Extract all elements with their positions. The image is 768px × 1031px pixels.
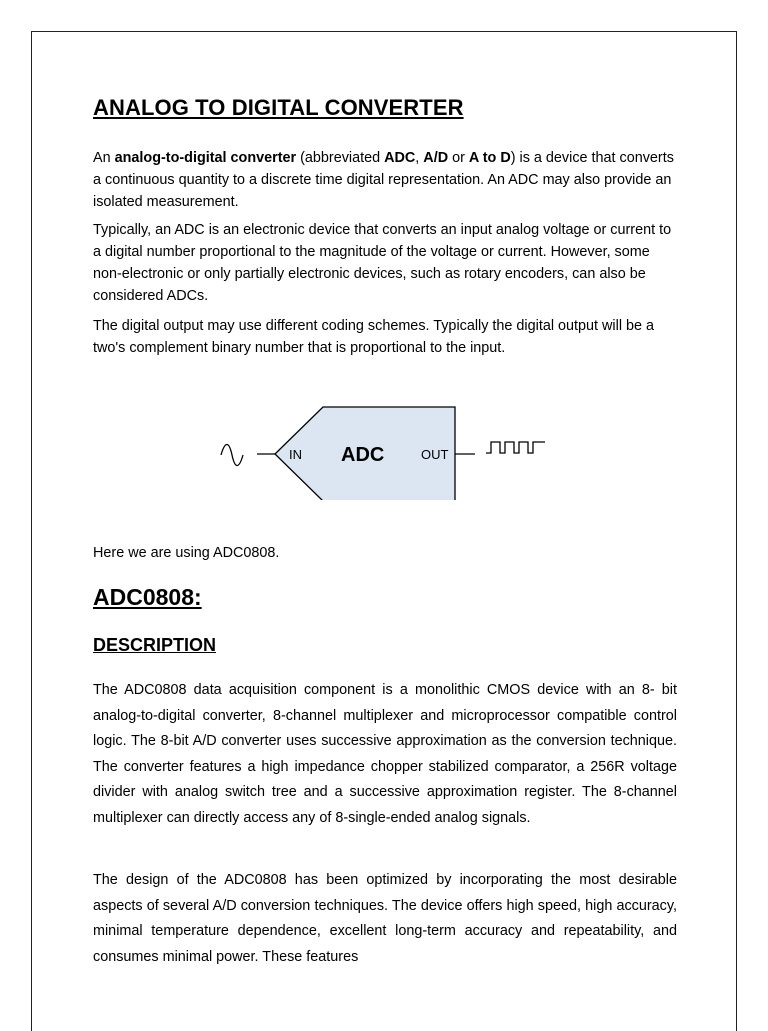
analog-sine-icon <box>221 445 243 466</box>
using-adc0808-line: Here we are using ADC0808. <box>93 545 280 561</box>
term-adc: ADC <box>384 150 416 166</box>
term-adc-full: analog-to-digital converter <box>114 150 297 166</box>
adc-label: ADC <box>341 444 385 466</box>
intro-paragraph: An analog-to-digital converter (abbreviated ADC, A/D or A to D) is a device that converts a continuous quantity to a discrete time digital representation. An ADC may also provide an isolated measurement. <box>93 150 674 210</box>
page-title: ANALOG TO DIGITAL CONVERTER <box>93 95 464 120</box>
adc-block-diagram <box>215 405 555 500</box>
description-heading: DESCRIPTION <box>93 635 217 655</box>
digital-output-paragraph: The digital output may use different coding schemes. Typically the digital output will be a two's complement binary number that is proportional to the input. <box>93 318 655 356</box>
adc0808-heading: ADC0808: <box>93 584 202 610</box>
out-label: OUT <box>421 447 449 462</box>
term-a-d: A/D <box>423 150 449 166</box>
digital-pulse-icon <box>486 442 545 453</box>
term-a-to-d: A to D <box>468 150 511 166</box>
description-paragraph-1: The ADC0808 data acquisition component is a monolithic CMOS device with an 8- bit analog-to-digital converter, 8-channel multiplexer and microprocessor compatible control logic. The 8-bit A/D converter uses successive approximation as the conversion technique. The converter features a high impedance chopper stabilized comparator, a 256R voltage divider with analog switch tree and a successive approximation register. The 8-channel multiplexer can directly access any of 8-single-ended analog signals. <box>93 682 677 826</box>
adc-typical-paragraph: Typically, an ADC is an electronic device that converts an input analog voltage or current to a digital number proportional to the magnitude of the voltage or current. However, some non-electronic or only partially electronic devices, such as rotary encoders, can also be considered ADCs. <box>93 222 672 304</box>
description-paragraph-2: The design of the ADC0808 has been optimized by incorporating the most desirable aspects of several A/D conversion techniques. The device offers high speed, high accuracy, minimal temperature dependence, excellent long-term accuracy and repeatability, and consumes minimal power. These features <box>93 872 677 965</box>
in-label: IN <box>289 447 302 462</box>
